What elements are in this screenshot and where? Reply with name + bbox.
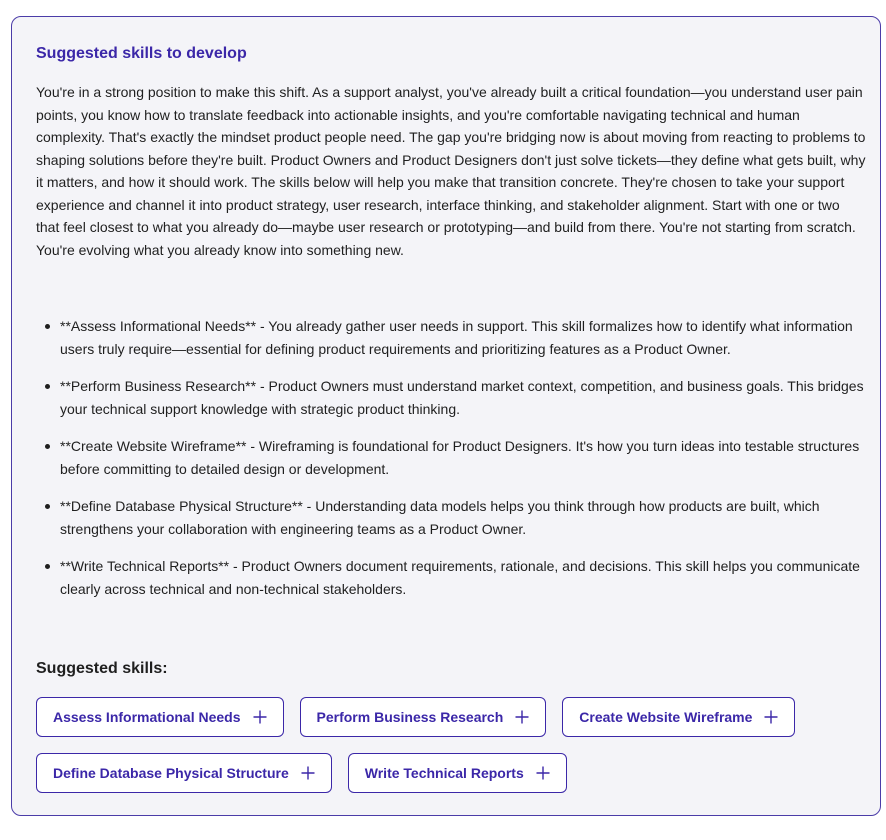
list-item bbox=[36, 495, 866, 540]
bullet-icon bbox=[45, 324, 50, 329]
add-skill-create-website-wireframe-button[interactable] bbox=[562, 697, 795, 737]
chip-label: Write Technical Reports bbox=[364, 765, 524, 781]
plus-icon bbox=[253, 710, 267, 724]
bullet-icon bbox=[45, 384, 50, 389]
panel-title: Suggested skills to develop bbox=[36, 45, 247, 62]
suggested-skills-heading: Suggested skills: bbox=[36, 660, 168, 677]
skill-chips bbox=[36, 697, 856, 793]
add-skill-write-technical-reports-button[interactable] bbox=[348, 753, 567, 793]
plus-icon bbox=[301, 766, 315, 780]
list-item-text: **Assess Informational Needs** - You already gather user needs in support. This skill formalizes how to identify what information users truly require—essential for defining product requirements and prioritizing features as a Product Owner. bbox=[60, 318, 853, 357]
add-skill-define-database-physical-structure-button[interactable] bbox=[36, 753, 332, 793]
list-item-text: **Define Database Physical Structure** - Understanding data models helps you think through how products are built, which strengthens your collaboration with engineering teams as a Product Owner. bbox=[60, 498, 820, 537]
add-skill-perform-business-research-button[interactable] bbox=[300, 697, 547, 737]
bullet-icon bbox=[45, 444, 50, 449]
chip-label: Create Website Wireframe bbox=[579, 709, 753, 725]
list-item bbox=[36, 315, 866, 360]
list-item-text: **Perform Business Research** - Product Owners must understand market context, competition, and business goals. This bridges your technical support knowledge with strategic product thinking. bbox=[60, 378, 864, 417]
suggested-skills-panel bbox=[11, 16, 881, 816]
chip-label: Assess Informational Needs bbox=[53, 709, 241, 725]
plus-icon bbox=[764, 710, 778, 724]
list-item bbox=[36, 435, 866, 480]
skill-rationale-list bbox=[36, 315, 866, 615]
bullet-icon bbox=[45, 564, 50, 569]
list-item bbox=[36, 555, 866, 600]
list-item bbox=[36, 375, 866, 420]
intro-paragraph: You're in a strong position to make this shift. As a support analyst, you've already built a critical foundation—you understand user pain points, you know how to translate feedback into actionable insights, and you're comfortable navigating technical and human complexity. That's exactly the mindset product people need. The gap you're bridging now is about moving from reacting to problems to shaping solutions before they're built. Product Owners and Product Designers don't just solve tickets—they define what gets built, why it matters, and how it should work. The skills below will help you make that transition concrete. They're chosen to take your support experience and channel it into product strategy, user research, interface thinking, and stakeholder alignment. Start with one or two that feel closest to what you already do—maybe user research or prototyping—and build from there. You're not starting from scratch. You're evolving what you already know into something new. bbox=[36, 84, 866, 258]
plus-icon bbox=[536, 766, 550, 780]
list-item-text: **Create Website Wireframe** - Wireframing is foundational for Product Designers. It's how you turn ideas into testable structures before committing to detailed design or development. bbox=[60, 438, 860, 477]
chip-label: Define Database Physical Structure bbox=[53, 765, 289, 781]
bullet-icon bbox=[45, 504, 50, 509]
chip-label: Perform Business Research bbox=[316, 709, 504, 725]
list-item-text: **Write Technical Reports** - Product Owners document requirements, rationale, and decisions. This skill helps you communicate clearly across technical and non-technical stakeholders. bbox=[60, 558, 860, 597]
add-skill-assess-informational-needs-button[interactable] bbox=[36, 697, 284, 737]
plus-icon bbox=[515, 710, 529, 724]
